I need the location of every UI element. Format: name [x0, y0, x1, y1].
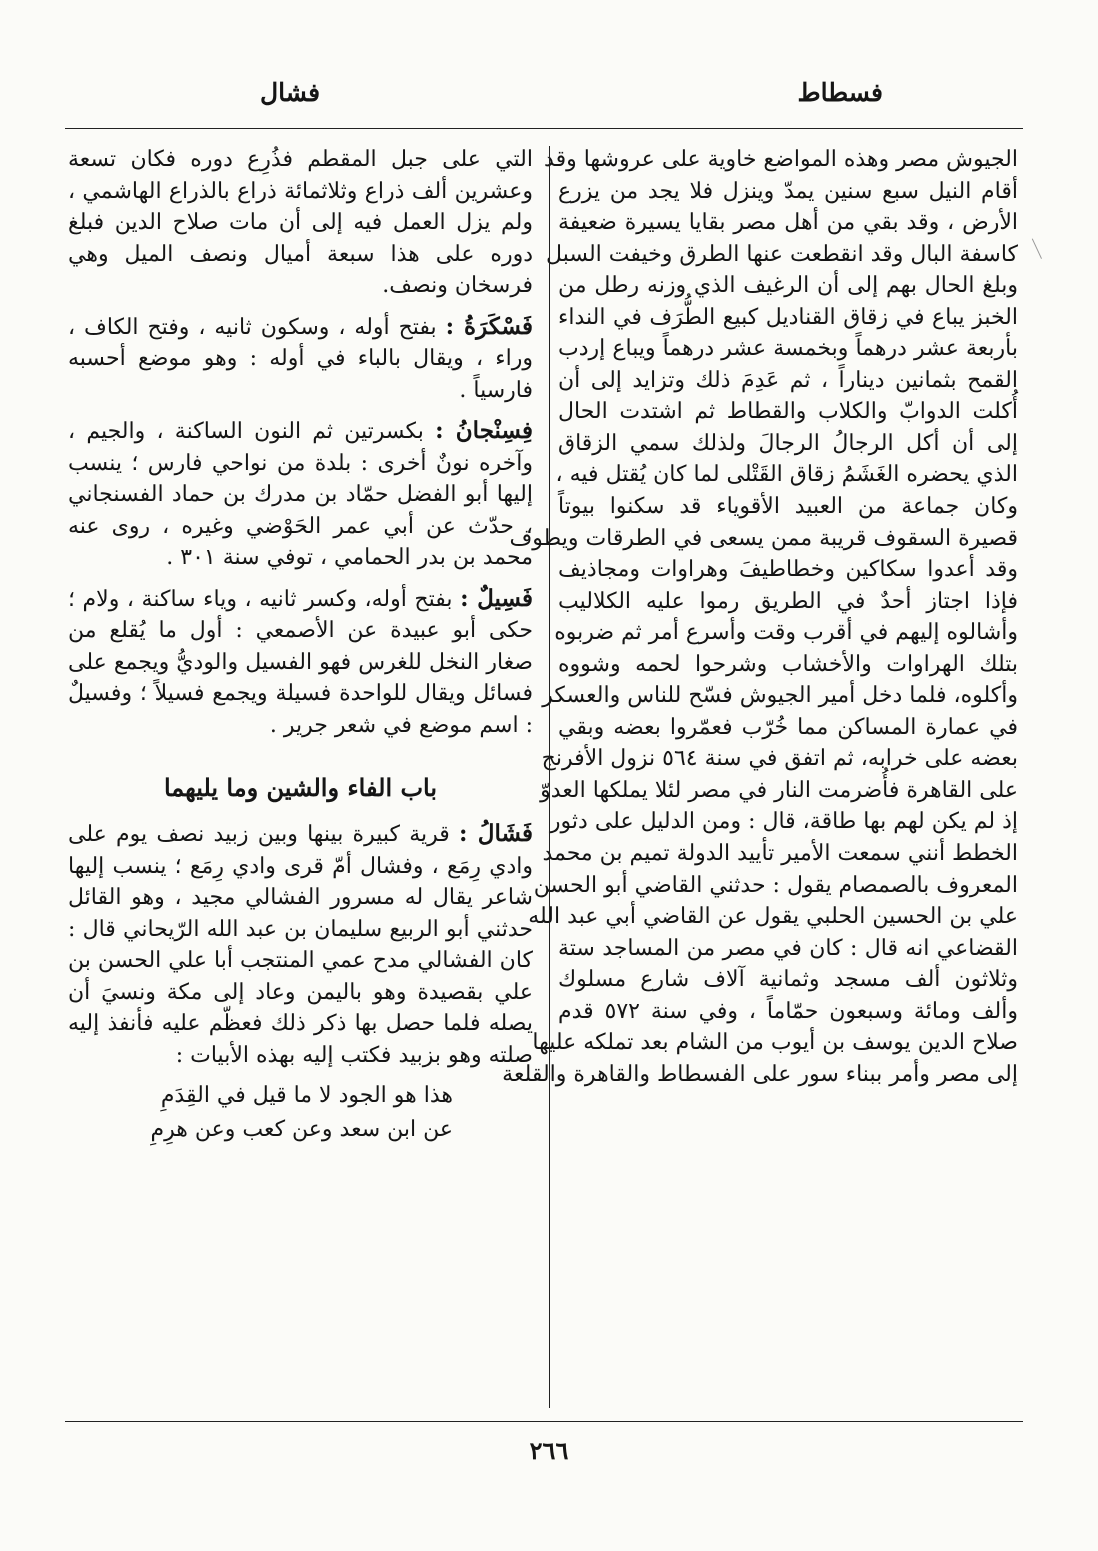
entry-headword: فَشَالُ : — [459, 820, 534, 847]
entry-text: بفتح أوله ، وسكون ثانيه ، وفتح الكاف ، وراء ، ويقال بالباء في أوله : وهو موضع أحسبه فارسياً . — [68, 314, 533, 403]
paragraph-text: التي على جبل المقطم فذُرِع دوره فكان تسعة وعشرين ألف ذراع وثلاثمائة ذراع بالذراع الهاشمي ، ولم يزل العمل فيه إلى أن مات صلاح الدين فبلغ دوره على هذا سبعة أميال ونصف الميل وهي فرسخان ونصف. — [68, 147, 533, 298]
top-rule — [65, 128, 1023, 129]
text-line: وأشالوه إليهم في أقرب وقت وأسرع أمر ثم ضربوه — [554, 620, 1018, 646]
text-line: أُكلت الدوابّ والكلاب والقطاط ثم اشتدت الحال — [558, 399, 1018, 425]
text-line: على القاهرة فأُضرمت النار في مصر لئلا يملكها العدوّ — [540, 777, 1018, 803]
entry-text: قرية كبيرة بينها وبين زبيد نصف يوم على وادي رِمَع ، وفشال أمّ قرى وادي رِمَع ؛ ينسب إليها شاعر يقال له مسرور الفشالي مجيد ، وهو القائل حدثني أبو الربيع سليمان بن عبد الله الرّيحاني قال : كان الفشالي مدح عمي المنتجب أبا علي الحسن بن علي بقصيدة وهو باليمن وعاد إلى مكة ونسيَ أن يصله فلما حصل بها ذكر ذلك فعظّم عليه فأنفذ إليه صلته وهو بزبيد فكتب إليه بهذه الأبيات : — [68, 822, 533, 1068]
text-line: الخبز يباع في زقاق القناديل كبيع الطُّرَف في النداء — [558, 304, 1018, 330]
text-line: وثلاثون ألف مسجد وثمانية آلاف شارع مسلوك — [558, 967, 1018, 993]
text-line: صلاح الدين يوسف بن أيوب من الشام بعد تملكه عليها — [532, 1030, 1018, 1056]
text-line: وبلغ الحال بهم إلى أن الرغيف الذي وزنه رطل من — [558, 273, 1018, 299]
text-line: علي بن الحسين الحلبي يقول عن القاضي أبي عبد الله — [528, 904, 1018, 930]
text-line: إلى أن أكل الرجالُ الرجالَ ولذلك سمي الزقاق — [558, 430, 1018, 456]
right-column — [502, 144, 1018, 1414]
continued-paragraph — [68, 144, 533, 302]
text-line: كاسفة البال وقد انقطعت عنها الطرق وخيفت السبل — [546, 241, 1018, 267]
entry-headword: فَسِيلٌ : — [460, 584, 533, 612]
text-line: فإذا اجتاز أحدٌ في الطريق رموا عليه الكلاليب — [558, 588, 1018, 614]
text-line: الجيوش مصر وهذه المواضع خاوية على عروشها وقد — [544, 147, 1018, 172]
text-line: الأرض ، وقد بقي من أهل مصر بقايا يسيرة ضعيفة — [558, 210, 1018, 236]
column-divider — [549, 146, 550, 1408]
text-line: بأربعة عشر درهماً وبخمسة عشر درهماً ويباع إردب — [558, 336, 1018, 362]
text-line: أقام النيل سبع سنين يمدّ وينزل فلا يجد من يزرع — [558, 178, 1018, 204]
text-line: إذ لم يكن لهم بها طاقة، قال : ومن الدليل على دثور — [549, 809, 1018, 835]
left-column — [68, 144, 533, 1414]
header-title-right: فسطاط — [797, 78, 883, 107]
text-line: قصيرة السقوف قريبة ممن يسعى في الطرقات ويطوف — [509, 525, 1018, 551]
text-line: القمح بثمانين ديناراً ، ثم عَدِمَ ذلك وتزايد إلى أن — [558, 367, 1018, 393]
poem-verse: عن ابن سعد وعن كعب وعن هرِمِ — [150, 1117, 453, 1142]
text-line: بعضه على خرابه، ثم اتفق في سنة ٥٦٤ نزول الأفرنج — [541, 746, 1018, 772]
entry-headword: فِسِنْجانُ : — [435, 417, 533, 444]
dictionary-entry — [68, 311, 533, 407]
header-title-left: فشال — [260, 78, 321, 107]
text-line: وكان جماعة من العبيد الأقوياء قد سكنوا بيوتاً — [558, 494, 1018, 520]
dictionary-entry — [68, 583, 533, 742]
bottom-rule — [65, 1421, 1023, 1422]
text-line: وألف ومائة وسبعون حمّاماً ، وفي سنة ٥٧٢ قدم — [558, 998, 1018, 1024]
text-line: في عمارة المساكن مما خُرّب فعمّروا بعضه وبقي — [558, 714, 1018, 740]
text-line: القضاعي انه قال : كان في مصر من المساجد ستة — [558, 935, 1018, 961]
entry-text: بفتح أوله، وكسر ثانيه ، وياء ساكنة ، ولام ؛ حكى أبو عبيدة عن الأصمعي : أول ما يُقلع من صغار النخل للغرس فهو الفسيل والوديُّ ويجمع على فسائل ويقال للواحدة فسيلة ويجمع فسيلاً ؛ وفسيلٌ : اسم موضع في شعر جرير . — [68, 586, 533, 738]
section-heading: باب الفاء والشين وما يليهما — [163, 773, 438, 802]
text-line: الذي يحضره الغَشَمُ زقاق القَتْلى لما كان يُقتل فيه ، — [555, 462, 1018, 488]
text-line: وقد أعدوا سكاكين وخطاطيفَ وهراوات ومجاذيف — [558, 557, 1018, 583]
text-line: وأكلوه، فلما دخل أمير الجيوش فسّح للناس والعسكر — [542, 683, 1018, 709]
text-line: المعروف بالصمصام يقول : حدثني القاضي أبو الحسن — [533, 872, 1018, 898]
entry-text: بكسرتين ثم النون الساكنة ، والجيم ، وآخره نونٌ أخرى : بلدة من نواحي فارس ؛ ينسب إليها أبو الفضل حمّاد بن مدرك بن حماد الفسنجاني ، حدّث عن أبي عمر الحَوْضي وغيره ، روى عنه محمد بن بدر الحمامي ، توفي سنة ٣٠١ . — [68, 419, 533, 570]
entry-headword: فَسْكَرَةُ : — [445, 312, 534, 340]
dictionary-entry — [68, 818, 533, 1071]
page-number: ٢٦٦ — [529, 1436, 569, 1465]
dictionary-entry — [68, 415, 533, 574]
text-line: الخطط أنني سمعت الأمير تأييد الدولة تميم بن محمد — [542, 841, 1018, 867]
text-line: بتلك الهراوات والأخشاب وشرحوا لحمه وشووه — [558, 651, 1018, 677]
running-header — [65, 78, 1023, 118]
margin-mark — [1032, 235, 1049, 259]
text-line: إلى مصر وأمر ببناء سور على الفسطاط والقاهرة والقلعة — [502, 1061, 1018, 1087]
poem-verse: هذا هو الجود لا ما قيل في القِدَمِ — [160, 1083, 453, 1108]
